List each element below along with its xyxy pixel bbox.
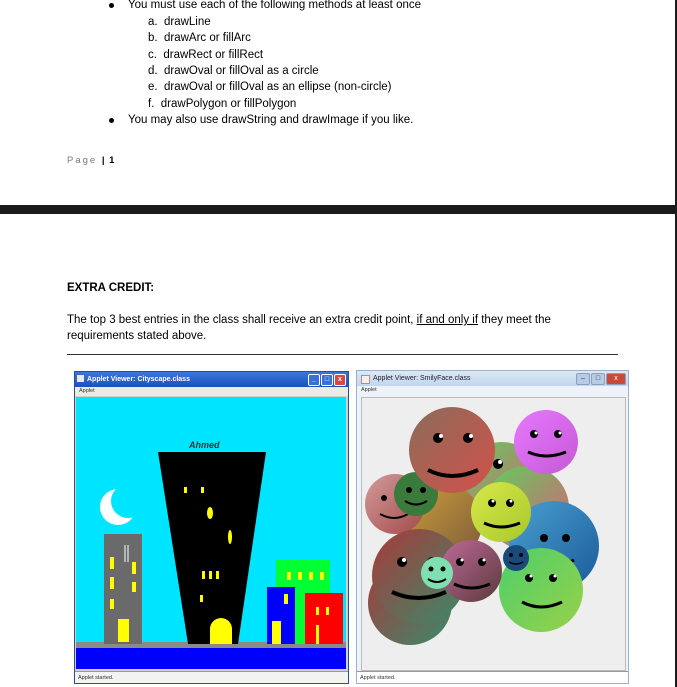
method-item: c. drawRect or fillRect bbox=[148, 49, 264, 61]
title-bar[interactable] bbox=[357, 371, 628, 386]
maximize-button[interactable]: □ bbox=[321, 374, 333, 386]
minimize-button[interactable]: _ bbox=[308, 374, 320, 386]
extra-credit-heading: EXTRA CREDIT: bbox=[67, 282, 155, 294]
page-label: Page bbox=[67, 155, 98, 166]
smiley-face bbox=[503, 545, 529, 571]
requirement-bullet-1: You must use each of the following methods at least once bbox=[128, 0, 422, 11]
smiley-drawing bbox=[362, 398, 625, 670]
status-bar: Applet started. bbox=[357, 671, 628, 683]
smilyface-applet-window bbox=[356, 370, 629, 684]
smiley-canvas bbox=[361, 397, 626, 671]
building-label: Ahmed bbox=[189, 440, 220, 450]
cityscape-applet-window bbox=[74, 371, 349, 684]
grey-building bbox=[104, 534, 142, 644]
window-title: Applet Viewer: SmilyFace.class bbox=[373, 375, 471, 382]
method-item: f. drawPolygon or fillPolygon bbox=[148, 98, 297, 110]
applet-menu[interactable]: Applet bbox=[75, 387, 348, 396]
close-button[interactable]: x bbox=[334, 374, 346, 386]
horizontal-rule bbox=[67, 354, 618, 355]
method-item: e. drawOval or fillOval as an ellipse (non-circle) bbox=[148, 81, 392, 93]
cityscape-drawing bbox=[76, 397, 346, 669]
document-page-1 bbox=[0, 0, 675, 205]
status-bar: Applet started. bbox=[75, 671, 348, 683]
bullet-icon bbox=[109, 3, 114, 8]
requirement-bullet-2: You may also use drawString and drawImage if you like. bbox=[128, 114, 414, 126]
method-item: d. drawOval or fillOval as a circle bbox=[148, 65, 319, 77]
smiley-face bbox=[409, 407, 495, 493]
close-button[interactable]: x bbox=[606, 373, 626, 385]
smiley-face bbox=[471, 482, 531, 542]
blue-building bbox=[267, 587, 295, 644]
page-separator: | bbox=[101, 155, 105, 166]
window-title: Applet Viewer: Cityscape.class bbox=[87, 376, 190, 383]
smiley-face bbox=[421, 557, 453, 589]
java-cup-icon bbox=[77, 375, 84, 382]
ground bbox=[76, 647, 346, 669]
title-bar[interactable] bbox=[75, 372, 348, 387]
cityscape-canvas bbox=[76, 397, 346, 669]
java-cup-icon bbox=[361, 375, 370, 384]
red-building bbox=[305, 593, 343, 644]
maximize-button[interactable]: □ bbox=[591, 373, 605, 385]
smiley-face bbox=[514, 410, 578, 474]
method-item: b. drawArc or fillArc bbox=[148, 32, 251, 44]
extra-credit-paragraph: The top 3 best entries in the class shall receive an extra credit point, if and only if they meet the requirements stated above. bbox=[67, 314, 551, 342]
applet-menu[interactable]: Applet bbox=[357, 386, 628, 395]
minimize-button[interactable]: – bbox=[576, 373, 590, 385]
page-footer bbox=[67, 155, 114, 166]
method-item: a. drawLine bbox=[148, 16, 211, 28]
page-number: 1 bbox=[109, 155, 115, 166]
bullet-icon bbox=[109, 118, 114, 123]
page-gap bbox=[0, 205, 677, 214]
